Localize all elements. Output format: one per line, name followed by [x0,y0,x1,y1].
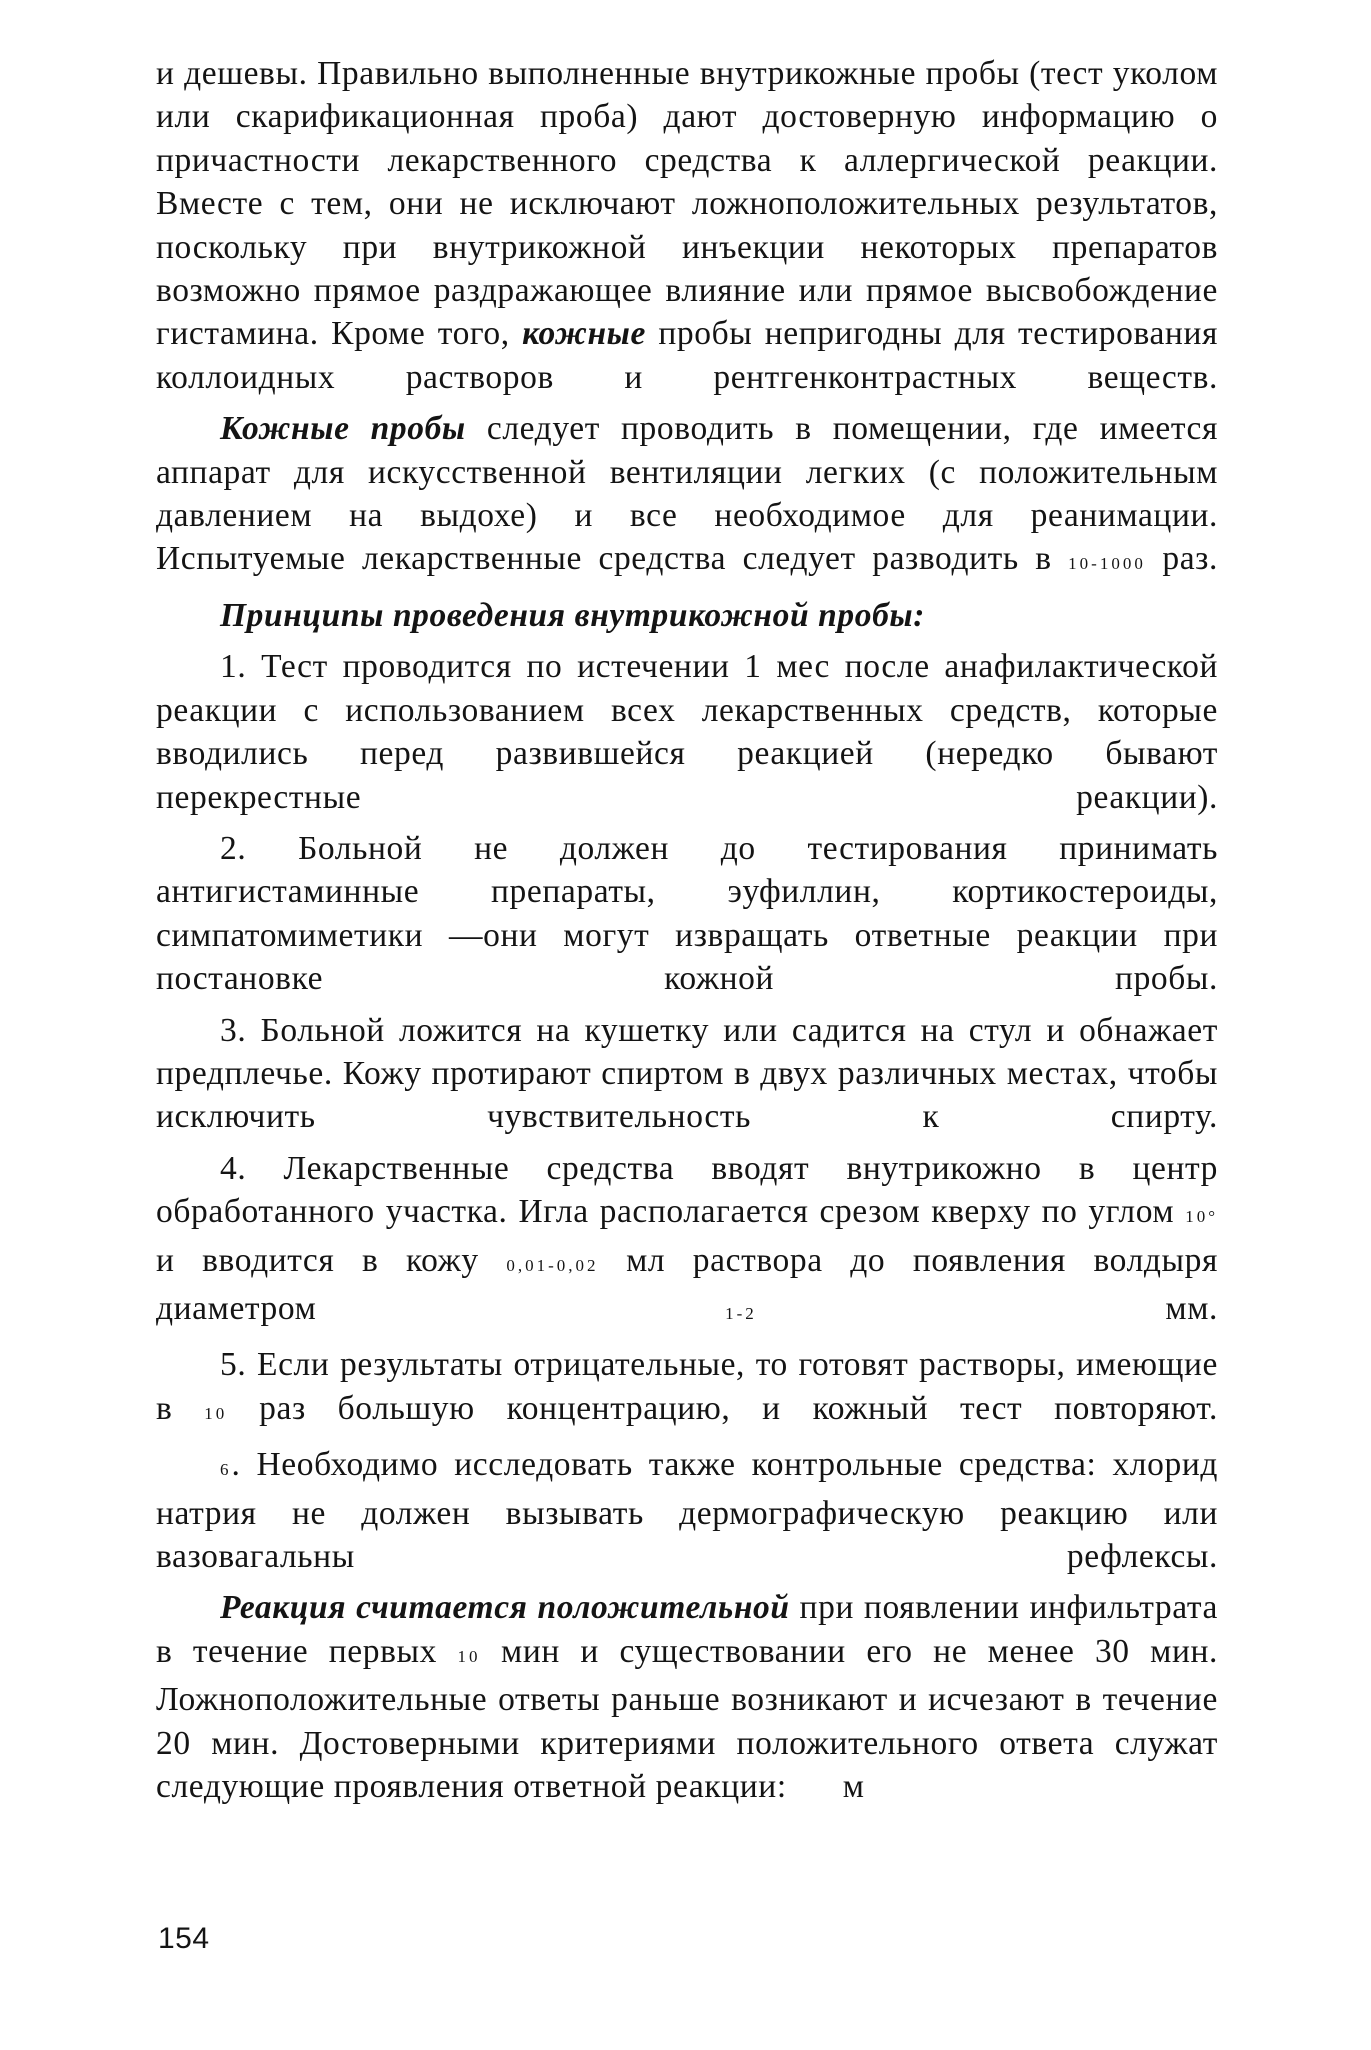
list-item-6 [156,1443,1218,1578]
paragraph-1 [156,52,1218,399]
list-item-4-dose: 0,01-0,02 [506,1255,599,1275]
list-item-2: 2. Больной не должен до тестирования принимать антигистаминные препараты, эуфиллин, кортикостероиды, симпатомиметики —они могут извращать ответные реакции при постановке кожной пробы. [156,829,1218,998]
list-item-6-number: 6 [220,1460,232,1480]
paragraph-2 [156,407,1218,586]
paragraph-3-text-a: при появлении инфильтрата в течение первых [156,1589,1218,1670]
list-item-4-text-c: мл раствора до появления волдыря диаметром [156,1241,1218,1327]
list-item-4-angle: 10° [1185,1207,1218,1227]
list-item-5-text-b: раз большую концентрацию, и кожный тест повторяют. [227,1389,1218,1427]
list-item-3: 3. Больной ложится на кушетку или садится на стул и обнажает предплечье. Кожу протирают спиртом в двух различных местах, чтобы исключить чувствительность к спирту. [156,1011,1218,1136]
paragraph-2-text: следует проводить в помещении, где имеется аппарат для искусственной вентиляции легких (с положительным давлением на выдохе) и все необходимое для реанимации. Испытуемые лекарственные средства следует разводить в [156,410,1219,578]
paragraph-3-emphasis: Реакция считается положительной [220,1589,790,1627]
list-item-5 [156,1343,1218,1435]
list-item-5-text-a: 5. Если результаты отрицательные, то готовят растворы, имеющие в [156,1346,1218,1427]
paragraph-3-text-b: мин и существовании его не менее 30 мин. Ложноположительные ответы раньше возникают и исчезают в течение 20 мин. Достоверными критериями положительного ответа служат следующие проявления ответной реакции: [156,1632,1218,1806]
list-item-4-text-d: мм. [756,1289,1218,1327]
list-item-5-number: 10 [204,1403,228,1423]
section-heading: Принципы проведения внутрикожной пробы: [220,596,926,634]
paragraph-1-tail: пробы непригодны для тестирования коллоидных растворов и рентгенконтрастных веществ. [156,315,1218,396]
paragraph-2-tail: раз. [1145,540,1218,578]
list-item-1: 1. Тест проводится по истечении 1 мес после анафилактической реакции с использованием всех лекарственных средств, которые вводились перед развившейся реакцией (нередко бывают перекрестные реакции). [156,648,1218,816]
list-item-4 [156,1147,1218,1336]
paragraph-1-text: и дешевы. Правильно выполненные внутрикожные пробы (тест уколом или скарификационная проба) дают достоверную информацию о причастности лекарственного средства к аллергической реакции. Вместе с тем, они не исключают ложноположительных результатов, поскольку при внутрикожной инъекции некоторых препаратов возможно прямое раздражающее влияние или прямое высвобождение гистамина. Кроме того, [156,55,1218,353]
page-number: 154 [158,1922,210,1955]
paragraph-2-emphasis: Кожные пробы [220,410,466,448]
list-item-4-text-b: и вводится в кожу [156,1241,507,1279]
list-item-4-diameter: 1-2 [725,1303,757,1323]
paragraph-3-number: 10 [457,1646,481,1666]
list-item-6-text: . Необходимо исследовать также контрольные средства: хлорид натрия не должен вызывать дермографическую реакцию или вазовагальны рефлексы. [156,1446,1218,1575]
list-item-4-text-a: 4. Лекарственные средства вводят внутрикожно в центр обработанного участка. Игла располагается срезом кверху по углом [156,1149,1218,1231]
paragraph-2-number: 10-1000 [1068,554,1146,574]
paragraph-1-emphasis: кожные [522,315,646,353]
paragraph-3 [156,1586,1218,1808]
text-body [156,52,1218,1816]
paragraph-3-mark: м [842,1768,865,1806]
